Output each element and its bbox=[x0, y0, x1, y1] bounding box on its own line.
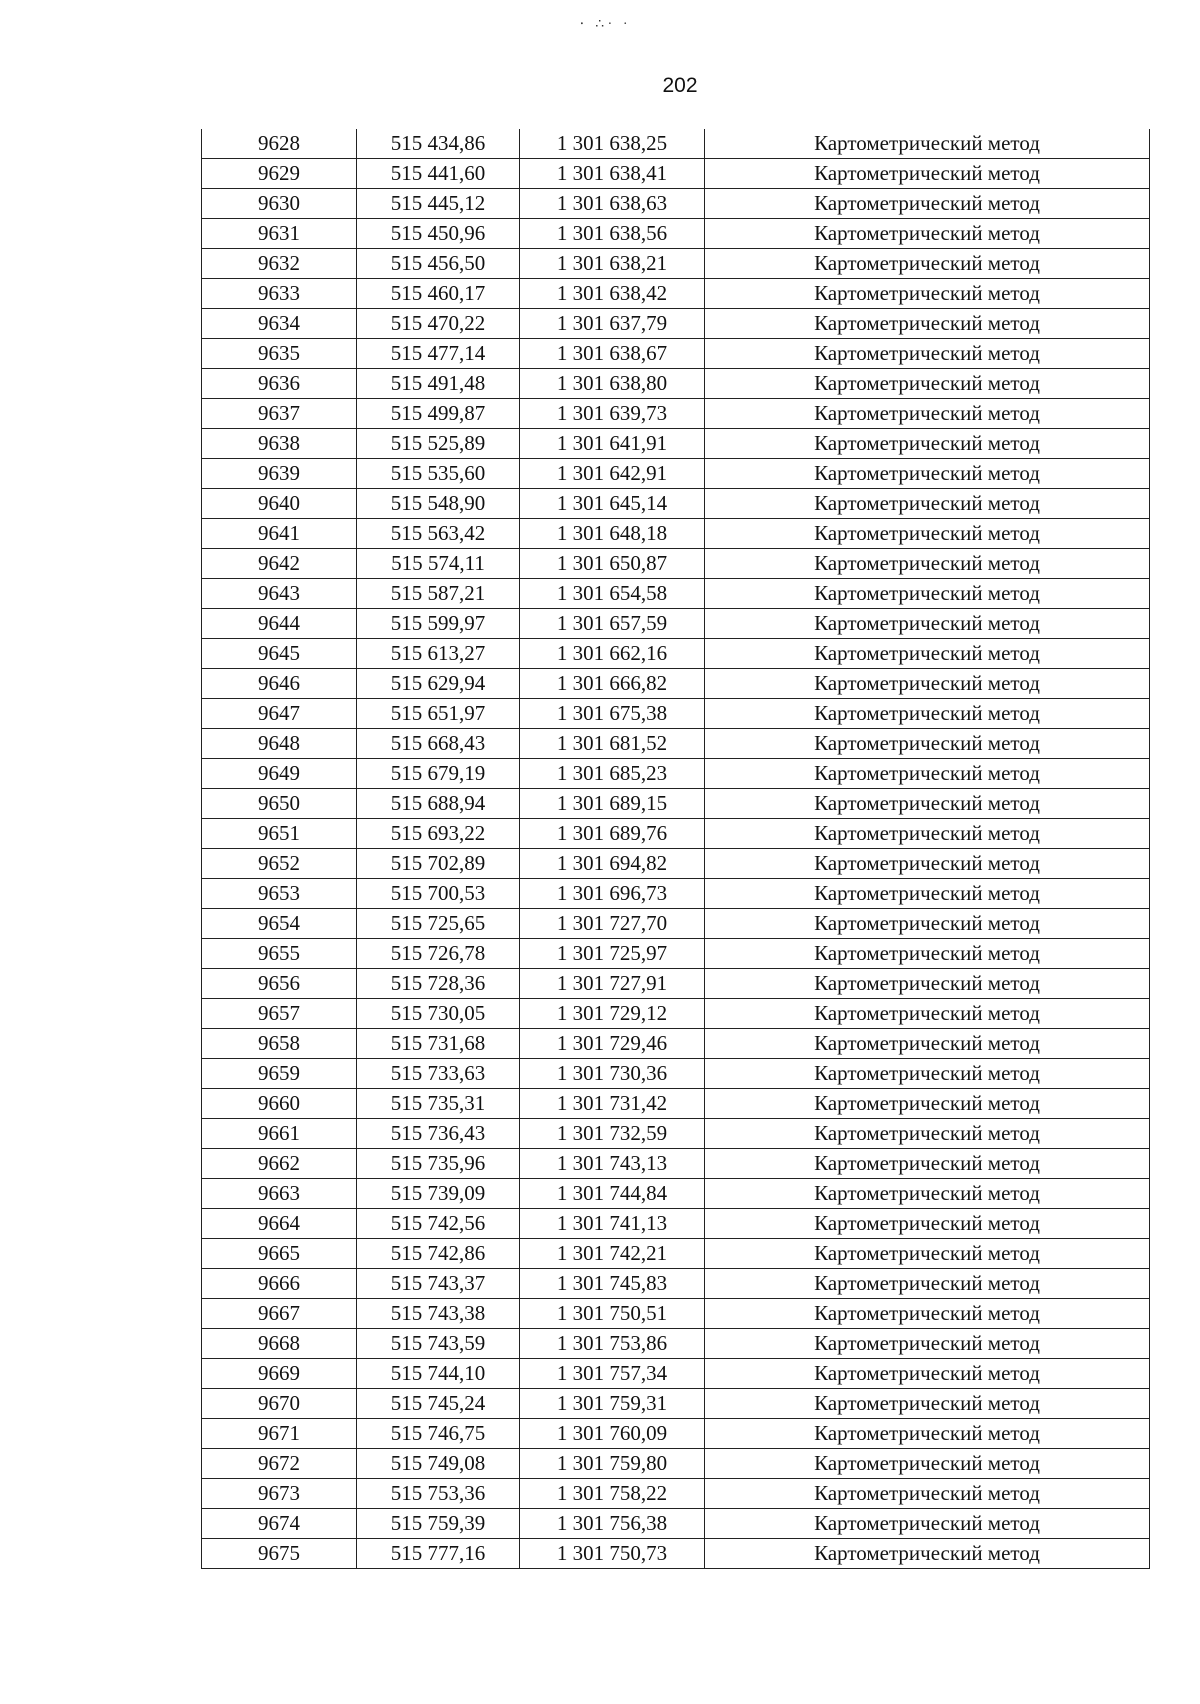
table-row bbox=[202, 1419, 1150, 1449]
point-number-cell: 9645 bbox=[202, 639, 357, 669]
point-number-cell: 9665 bbox=[202, 1239, 357, 1269]
table-row bbox=[202, 999, 1150, 1029]
y-coordinate-cell: 1 301 638,63 bbox=[520, 189, 705, 219]
x-coordinate-cell: 515 434,86 bbox=[357, 129, 520, 159]
point-number-cell: 9670 bbox=[202, 1389, 357, 1419]
y-coordinate-cell: 1 301 729,46 bbox=[520, 1029, 705, 1059]
method-cell: Картометрический метод bbox=[705, 1029, 1150, 1059]
method-cell: Картометрический метод bbox=[705, 999, 1150, 1029]
y-coordinate-cell: 1 301 730,36 bbox=[520, 1059, 705, 1089]
y-coordinate-cell: 1 301 732,59 bbox=[520, 1119, 705, 1149]
method-cell: Картометрический метод bbox=[705, 489, 1150, 519]
x-coordinate-cell: 515 739,09 bbox=[357, 1179, 520, 1209]
x-coordinate-cell: 515 535,60 bbox=[357, 459, 520, 489]
method-cell: Картометрический метод bbox=[705, 729, 1150, 759]
point-number-cell: 9633 bbox=[202, 279, 357, 309]
table-row bbox=[202, 309, 1150, 339]
x-coordinate-cell: 515 746,75 bbox=[357, 1419, 520, 1449]
point-number-cell: 9628 bbox=[202, 129, 357, 159]
point-number-cell: 9640 bbox=[202, 489, 357, 519]
x-coordinate-cell: 515 743,38 bbox=[357, 1299, 520, 1329]
y-coordinate-cell: 1 301 725,97 bbox=[520, 939, 705, 969]
x-coordinate-cell: 515 470,22 bbox=[357, 309, 520, 339]
y-coordinate-cell: 1 301 753,86 bbox=[520, 1329, 705, 1359]
point-number-cell: 9637 bbox=[202, 399, 357, 429]
table-row bbox=[202, 759, 1150, 789]
x-coordinate-cell: 515 599,97 bbox=[357, 609, 520, 639]
point-number-cell: 9648 bbox=[202, 729, 357, 759]
x-coordinate-cell: 515 736,43 bbox=[357, 1119, 520, 1149]
y-coordinate-cell: 1 301 639,73 bbox=[520, 399, 705, 429]
y-coordinate-cell: 1 301 742,21 bbox=[520, 1239, 705, 1269]
method-cell: Картометрический метод bbox=[705, 189, 1150, 219]
y-coordinate-cell: 1 301 638,56 bbox=[520, 219, 705, 249]
y-coordinate-cell: 1 301 727,91 bbox=[520, 969, 705, 999]
point-number-cell: 9646 bbox=[202, 669, 357, 699]
y-coordinate-cell: 1 301 662,16 bbox=[520, 639, 705, 669]
y-coordinate-cell: 1 301 750,73 bbox=[520, 1539, 705, 1569]
table-row bbox=[202, 1389, 1150, 1419]
table-row bbox=[202, 789, 1150, 819]
x-coordinate-cell: 515 726,78 bbox=[357, 939, 520, 969]
x-coordinate-cell: 515 456,50 bbox=[357, 249, 520, 279]
method-cell: Картометрический метод bbox=[705, 399, 1150, 429]
table-row bbox=[202, 519, 1150, 549]
point-number-cell: 9631 bbox=[202, 219, 357, 249]
y-coordinate-cell: 1 301 648,18 bbox=[520, 519, 705, 549]
table-row bbox=[202, 909, 1150, 939]
point-number-cell: 9652 bbox=[202, 849, 357, 879]
x-coordinate-cell: 515 742,86 bbox=[357, 1239, 520, 1269]
x-coordinate-cell: 515 679,19 bbox=[357, 759, 520, 789]
method-cell: Картометрический метод bbox=[705, 219, 1150, 249]
table-row bbox=[202, 939, 1150, 969]
method-cell: Картометрический метод bbox=[705, 759, 1150, 789]
x-coordinate-cell: 515 548,90 bbox=[357, 489, 520, 519]
method-cell: Картометрический метод bbox=[705, 1509, 1150, 1539]
table-row bbox=[202, 249, 1150, 279]
x-coordinate-cell: 515 525,89 bbox=[357, 429, 520, 459]
x-coordinate-cell: 515 743,37 bbox=[357, 1269, 520, 1299]
table-row bbox=[202, 1059, 1150, 1089]
point-number-cell: 9675 bbox=[202, 1539, 357, 1569]
x-coordinate-cell: 515 668,43 bbox=[357, 729, 520, 759]
table-row bbox=[202, 1089, 1150, 1119]
x-coordinate-cell: 515 777,16 bbox=[357, 1539, 520, 1569]
method-cell: Картометрический метод bbox=[705, 1179, 1150, 1209]
y-coordinate-cell: 1 301 657,59 bbox=[520, 609, 705, 639]
y-coordinate-cell: 1 301 638,42 bbox=[520, 279, 705, 309]
table-row bbox=[202, 879, 1150, 909]
table-row bbox=[202, 279, 1150, 309]
point-number-cell: 9655 bbox=[202, 939, 357, 969]
point-number-cell: 9654 bbox=[202, 909, 357, 939]
x-coordinate-cell: 515 744,10 bbox=[357, 1359, 520, 1389]
method-cell: Картометрический метод bbox=[705, 1539, 1150, 1569]
x-coordinate-cell: 515 693,22 bbox=[357, 819, 520, 849]
method-cell: Картометрический метод bbox=[705, 909, 1150, 939]
table-row bbox=[202, 1029, 1150, 1059]
point-number-cell: 9661 bbox=[202, 1119, 357, 1149]
scan-marks: ⸱ ∴· · bbox=[580, 17, 632, 32]
table-row bbox=[202, 1509, 1150, 1539]
point-number-cell: 9673 bbox=[202, 1479, 357, 1509]
method-cell: Картометрический метод bbox=[705, 249, 1150, 279]
coordinates-table bbox=[201, 129, 1150, 1569]
point-number-cell: 9658 bbox=[202, 1029, 357, 1059]
table-row bbox=[202, 819, 1150, 849]
x-coordinate-cell: 515 725,65 bbox=[357, 909, 520, 939]
x-coordinate-cell: 515 700,53 bbox=[357, 879, 520, 909]
x-coordinate-cell: 515 733,63 bbox=[357, 1059, 520, 1089]
method-cell: Картометрический метод bbox=[705, 459, 1150, 489]
table-row bbox=[202, 219, 1150, 249]
point-number-cell: 9634 bbox=[202, 309, 357, 339]
method-cell: Картометрический метод bbox=[705, 819, 1150, 849]
y-coordinate-cell: 1 301 727,70 bbox=[520, 909, 705, 939]
x-coordinate-cell: 515 688,94 bbox=[357, 789, 520, 819]
point-number-cell: 9630 bbox=[202, 189, 357, 219]
x-coordinate-cell: 515 441,60 bbox=[357, 159, 520, 189]
method-cell: Картометрический метод bbox=[705, 1089, 1150, 1119]
method-cell: Картометрический метод bbox=[705, 549, 1150, 579]
point-number-cell: 9657 bbox=[202, 999, 357, 1029]
method-cell: Картометрический метод bbox=[705, 1119, 1150, 1149]
point-number-cell: 9649 bbox=[202, 759, 357, 789]
y-coordinate-cell: 1 301 638,67 bbox=[520, 339, 705, 369]
coordinates-table-body bbox=[202, 129, 1150, 1569]
table-row bbox=[202, 1149, 1150, 1179]
method-cell: Картометрический метод bbox=[705, 1239, 1150, 1269]
method-cell: Картометрический метод bbox=[705, 1269, 1150, 1299]
method-cell: Картометрический метод bbox=[705, 1329, 1150, 1359]
y-coordinate-cell: 1 301 729,12 bbox=[520, 999, 705, 1029]
x-coordinate-cell: 515 753,36 bbox=[357, 1479, 520, 1509]
table-row bbox=[202, 1539, 1150, 1569]
y-coordinate-cell: 1 301 745,83 bbox=[520, 1269, 705, 1299]
method-cell: Картометрический метод bbox=[705, 639, 1150, 669]
table-row bbox=[202, 339, 1150, 369]
table-row bbox=[202, 639, 1150, 669]
point-number-cell: 9651 bbox=[202, 819, 357, 849]
y-coordinate-cell: 1 301 743,13 bbox=[520, 1149, 705, 1179]
y-coordinate-cell: 1 301 675,38 bbox=[520, 699, 705, 729]
y-coordinate-cell: 1 301 756,38 bbox=[520, 1509, 705, 1539]
table-row bbox=[202, 369, 1150, 399]
method-cell: Картометрический метод bbox=[705, 849, 1150, 879]
x-coordinate-cell: 515 491,48 bbox=[357, 369, 520, 399]
x-coordinate-cell: 515 460,17 bbox=[357, 279, 520, 309]
method-cell: Картометрический метод bbox=[705, 339, 1150, 369]
y-coordinate-cell: 1 301 642,91 bbox=[520, 459, 705, 489]
y-coordinate-cell: 1 301 638,80 bbox=[520, 369, 705, 399]
table-row bbox=[202, 609, 1150, 639]
table-row bbox=[202, 489, 1150, 519]
point-number-cell: 9656 bbox=[202, 969, 357, 999]
table-row bbox=[202, 1119, 1150, 1149]
y-coordinate-cell: 1 301 750,51 bbox=[520, 1299, 705, 1329]
table-row bbox=[202, 1209, 1150, 1239]
x-coordinate-cell: 515 587,21 bbox=[357, 579, 520, 609]
y-coordinate-cell: 1 301 689,76 bbox=[520, 819, 705, 849]
method-cell: Картометрический метод bbox=[705, 1059, 1150, 1089]
x-coordinate-cell: 515 735,31 bbox=[357, 1089, 520, 1119]
x-coordinate-cell: 515 629,94 bbox=[357, 669, 520, 699]
point-number-cell: 9642 bbox=[202, 549, 357, 579]
y-coordinate-cell: 1 301 689,15 bbox=[520, 789, 705, 819]
table-row bbox=[202, 669, 1150, 699]
y-coordinate-cell: 1 301 645,14 bbox=[520, 489, 705, 519]
y-coordinate-cell: 1 301 744,84 bbox=[520, 1179, 705, 1209]
method-cell: Картометрический метод bbox=[705, 1449, 1150, 1479]
point-number-cell: 9653 bbox=[202, 879, 357, 909]
point-number-cell: 9672 bbox=[202, 1449, 357, 1479]
x-coordinate-cell: 515 731,68 bbox=[357, 1029, 520, 1059]
y-coordinate-cell: 1 301 650,87 bbox=[520, 549, 705, 579]
method-cell: Картометрический метод bbox=[705, 879, 1150, 909]
y-coordinate-cell: 1 301 696,73 bbox=[520, 879, 705, 909]
method-cell: Картометрический метод bbox=[705, 1389, 1150, 1419]
method-cell: Картометрический метод bbox=[705, 1299, 1150, 1329]
point-number-cell: 9671 bbox=[202, 1419, 357, 1449]
method-cell: Картометрический метод bbox=[705, 669, 1150, 699]
y-coordinate-cell: 1 301 731,42 bbox=[520, 1089, 705, 1119]
point-number-cell: 9664 bbox=[202, 1209, 357, 1239]
point-number-cell: 9669 bbox=[202, 1359, 357, 1389]
method-cell: Картометрический метод bbox=[705, 1419, 1150, 1449]
method-cell: Картометрический метод bbox=[705, 609, 1150, 639]
y-coordinate-cell: 1 301 641,91 bbox=[520, 429, 705, 459]
y-coordinate-cell: 1 301 759,31 bbox=[520, 1389, 705, 1419]
method-cell: Картометрический метод bbox=[705, 789, 1150, 819]
y-coordinate-cell: 1 301 685,23 bbox=[520, 759, 705, 789]
point-number-cell: 9641 bbox=[202, 519, 357, 549]
y-coordinate-cell: 1 301 741,13 bbox=[520, 1209, 705, 1239]
y-coordinate-cell: 1 301 681,52 bbox=[520, 729, 705, 759]
method-cell: Картометрический метод bbox=[705, 519, 1150, 549]
method-cell: Картометрический метод bbox=[705, 969, 1150, 999]
table-row bbox=[202, 969, 1150, 999]
x-coordinate-cell: 515 499,87 bbox=[357, 399, 520, 429]
point-number-cell: 9639 bbox=[202, 459, 357, 489]
point-number-cell: 9629 bbox=[202, 159, 357, 189]
table-row bbox=[202, 1299, 1150, 1329]
method-cell: Картометрический метод bbox=[705, 429, 1150, 459]
x-coordinate-cell: 515 743,59 bbox=[357, 1329, 520, 1359]
table-row bbox=[202, 189, 1150, 219]
x-coordinate-cell: 515 613,27 bbox=[357, 639, 520, 669]
method-cell: Картометрический метод bbox=[705, 699, 1150, 729]
table-row bbox=[202, 1239, 1150, 1269]
method-cell: Картометрический метод bbox=[705, 369, 1150, 399]
table-row bbox=[202, 429, 1150, 459]
method-cell: Картометрический метод bbox=[705, 129, 1150, 159]
x-coordinate-cell: 515 450,96 bbox=[357, 219, 520, 249]
method-cell: Картометрический метод bbox=[705, 1359, 1150, 1389]
x-coordinate-cell: 515 702,89 bbox=[357, 849, 520, 879]
x-coordinate-cell: 515 651,97 bbox=[357, 699, 520, 729]
point-number-cell: 9666 bbox=[202, 1269, 357, 1299]
method-cell: Картометрический метод bbox=[705, 1479, 1150, 1509]
table-row bbox=[202, 159, 1150, 189]
table-row bbox=[202, 549, 1150, 579]
point-number-cell: 9635 bbox=[202, 339, 357, 369]
point-number-cell: 9667 bbox=[202, 1299, 357, 1329]
point-number-cell: 9662 bbox=[202, 1149, 357, 1179]
y-coordinate-cell: 1 301 638,21 bbox=[520, 249, 705, 279]
point-number-cell: 9638 bbox=[202, 429, 357, 459]
table-row bbox=[202, 129, 1150, 159]
y-coordinate-cell: 1 301 638,41 bbox=[520, 159, 705, 189]
table-row bbox=[202, 1329, 1150, 1359]
x-coordinate-cell: 515 759,39 bbox=[357, 1509, 520, 1539]
y-coordinate-cell: 1 301 637,79 bbox=[520, 309, 705, 339]
point-number-cell: 9660 bbox=[202, 1089, 357, 1119]
point-number-cell: 9659 bbox=[202, 1059, 357, 1089]
method-cell: Картометрический метод bbox=[705, 1149, 1150, 1179]
table-row bbox=[202, 1269, 1150, 1299]
x-coordinate-cell: 515 574,11 bbox=[357, 549, 520, 579]
y-coordinate-cell: 1 301 757,34 bbox=[520, 1359, 705, 1389]
point-number-cell: 9643 bbox=[202, 579, 357, 609]
point-number-cell: 9674 bbox=[202, 1509, 357, 1539]
x-coordinate-cell: 515 742,56 bbox=[357, 1209, 520, 1239]
table-row bbox=[202, 399, 1150, 429]
table-row bbox=[202, 699, 1150, 729]
point-number-cell: 9644 bbox=[202, 609, 357, 639]
table-row bbox=[202, 1449, 1150, 1479]
table-row bbox=[202, 729, 1150, 759]
table-row bbox=[202, 1359, 1150, 1389]
y-coordinate-cell: 1 301 654,58 bbox=[520, 579, 705, 609]
x-coordinate-cell: 515 749,08 bbox=[357, 1449, 520, 1479]
x-coordinate-cell: 515 445,12 bbox=[357, 189, 520, 219]
method-cell: Картометрический метод bbox=[705, 579, 1150, 609]
point-number-cell: 9650 bbox=[202, 789, 357, 819]
y-coordinate-cell: 1 301 666,82 bbox=[520, 669, 705, 699]
page-number: 202 bbox=[662, 74, 698, 97]
table-row bbox=[202, 459, 1150, 489]
x-coordinate-cell: 515 563,42 bbox=[357, 519, 520, 549]
y-coordinate-cell: 1 301 638,25 bbox=[520, 129, 705, 159]
x-coordinate-cell: 515 745,24 bbox=[357, 1389, 520, 1419]
y-coordinate-cell: 1 301 759,80 bbox=[520, 1449, 705, 1479]
x-coordinate-cell: 515 477,14 bbox=[357, 339, 520, 369]
point-number-cell: 9636 bbox=[202, 369, 357, 399]
x-coordinate-cell: 515 728,36 bbox=[357, 969, 520, 999]
y-coordinate-cell: 1 301 760,09 bbox=[520, 1419, 705, 1449]
y-coordinate-cell: 1 301 758,22 bbox=[520, 1479, 705, 1509]
x-coordinate-cell: 515 730,05 bbox=[357, 999, 520, 1029]
table-row bbox=[202, 1179, 1150, 1209]
y-coordinate-cell: 1 301 694,82 bbox=[520, 849, 705, 879]
method-cell: Картометрический метод bbox=[705, 1209, 1150, 1239]
method-cell: Картометрический метод bbox=[705, 309, 1150, 339]
point-number-cell: 9668 bbox=[202, 1329, 357, 1359]
table-row bbox=[202, 579, 1150, 609]
point-number-cell: 9632 bbox=[202, 249, 357, 279]
point-number-cell: 9663 bbox=[202, 1179, 357, 1209]
x-coordinate-cell: 515 735,96 bbox=[357, 1149, 520, 1179]
method-cell: Картометрический метод bbox=[705, 159, 1150, 189]
table-row bbox=[202, 849, 1150, 879]
point-number-cell: 9647 bbox=[202, 699, 357, 729]
method-cell: Картометрический метод bbox=[705, 279, 1150, 309]
table-row bbox=[202, 1479, 1150, 1509]
method-cell: Картометрический метод bbox=[705, 939, 1150, 969]
